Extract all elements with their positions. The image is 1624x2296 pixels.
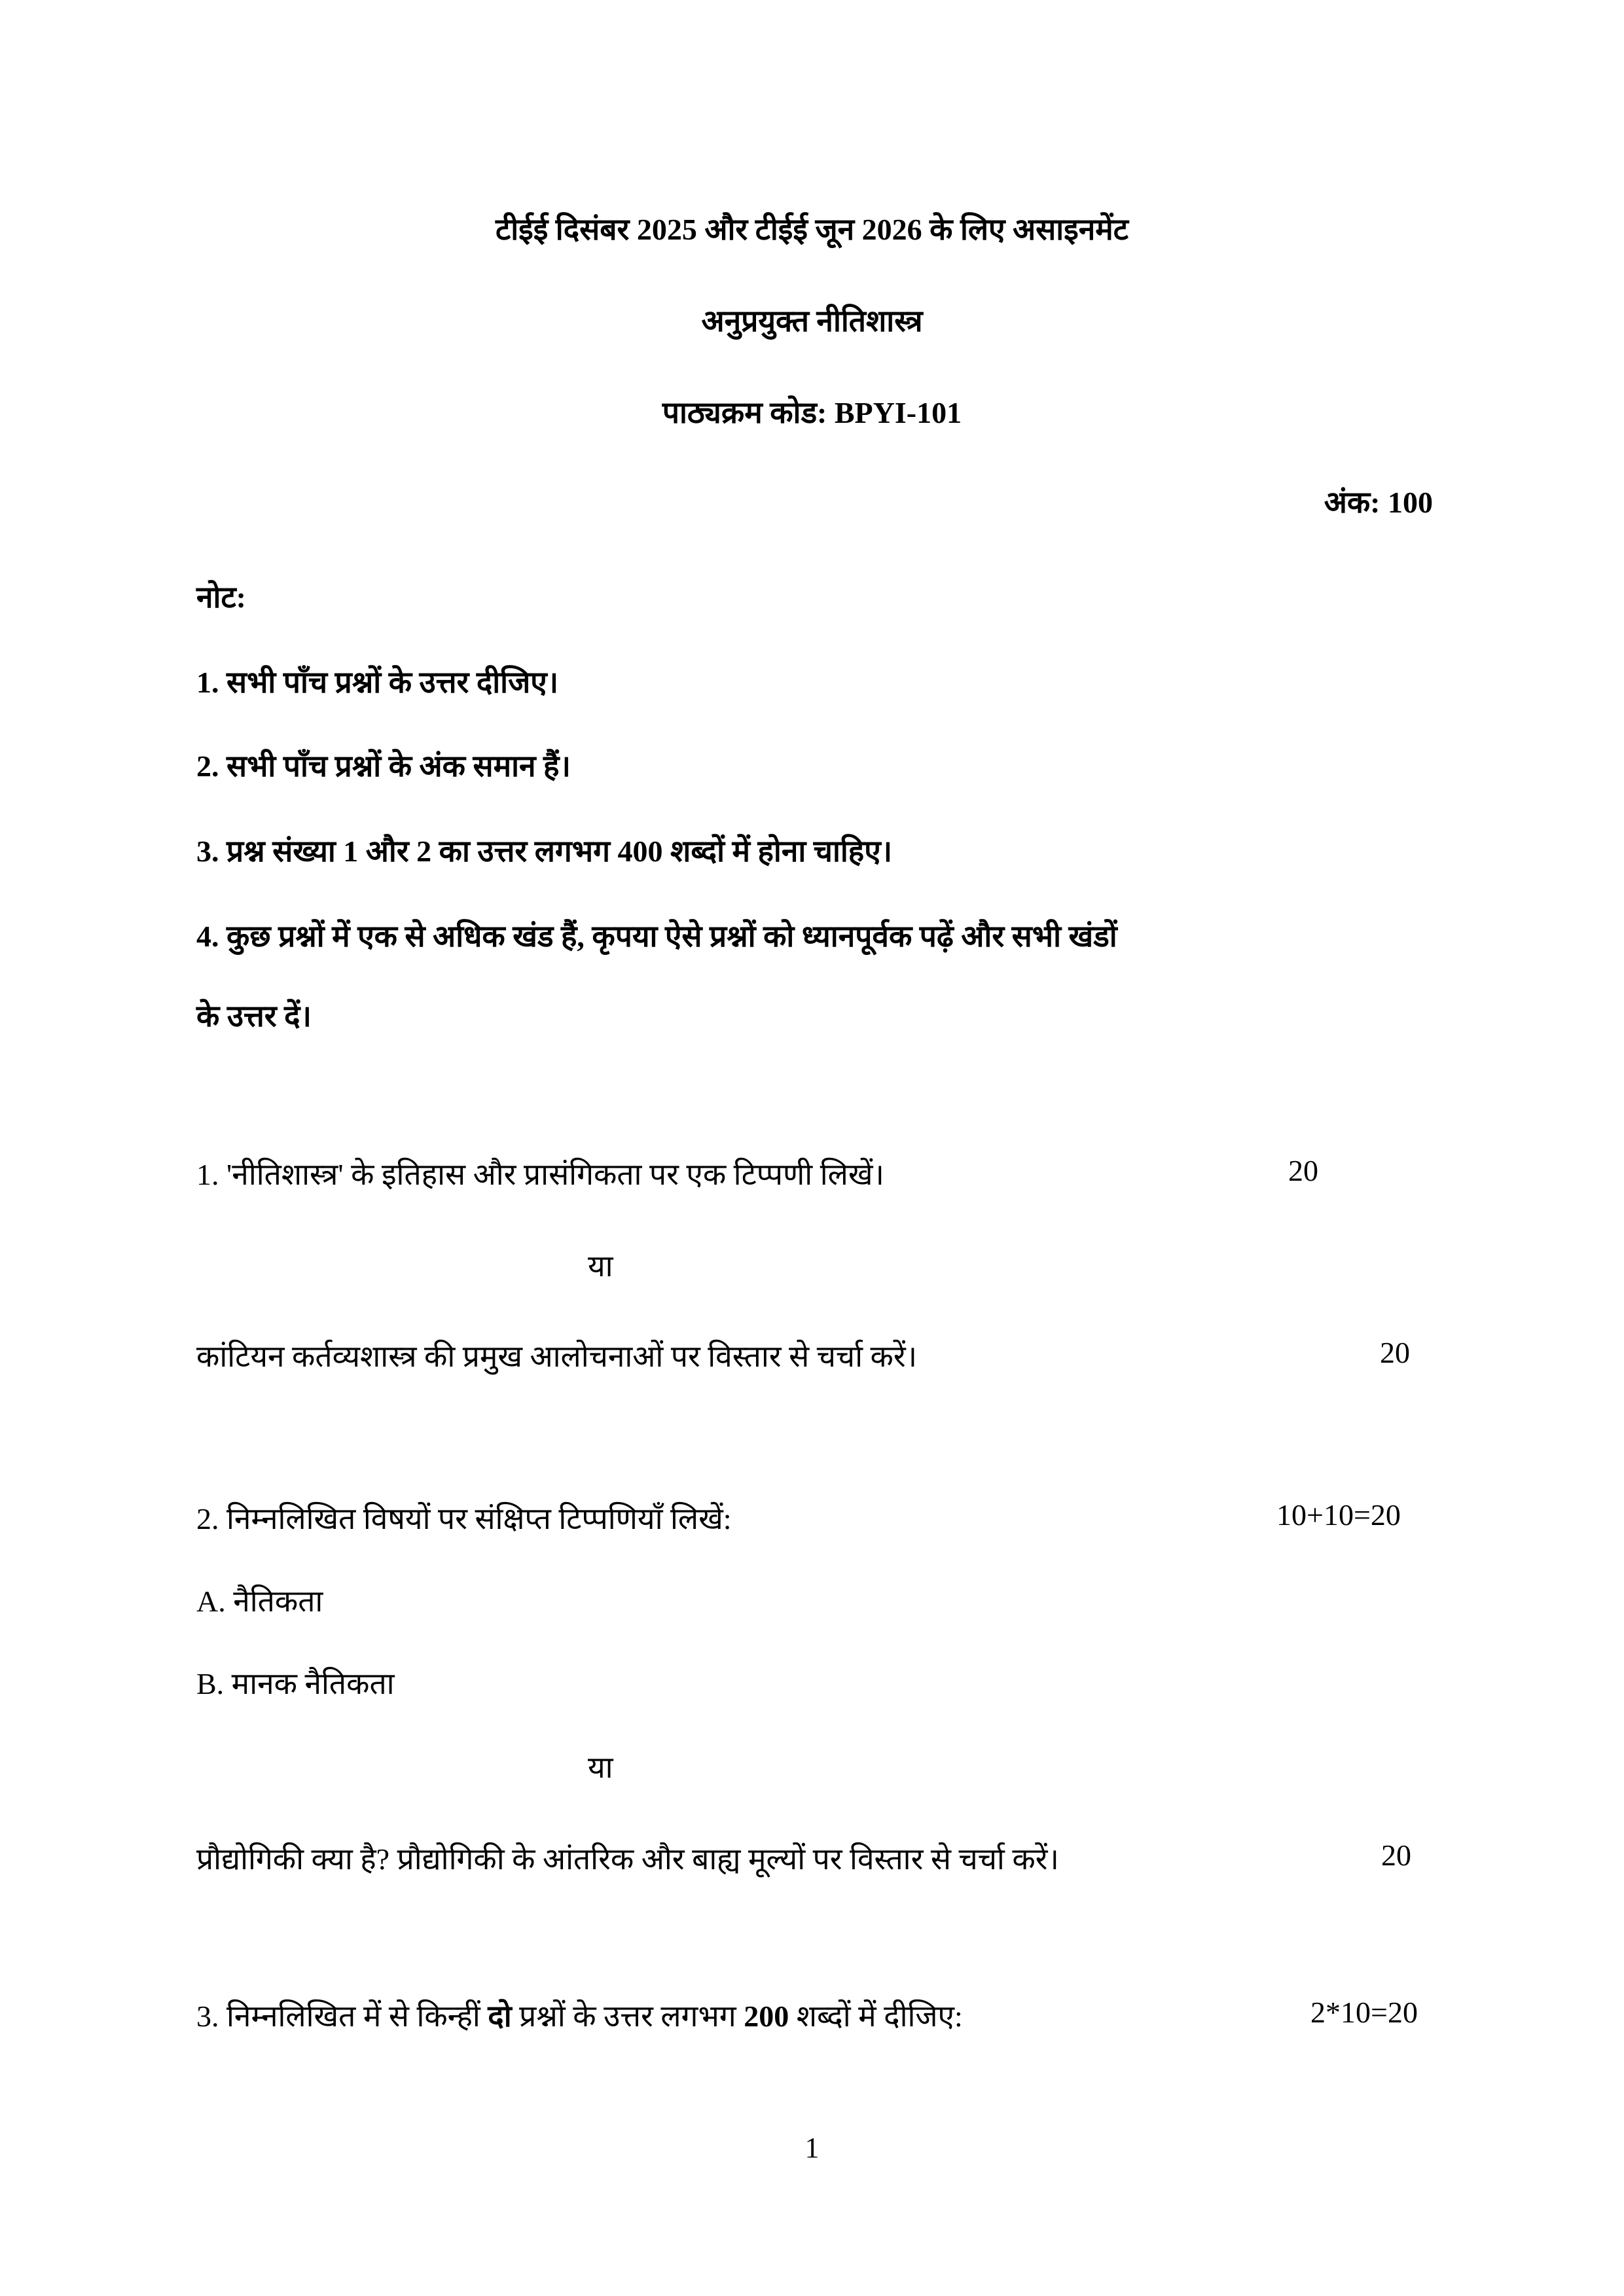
question-3-prefix: 3. निम्नलिखित में से किन्हीं — [196, 2000, 488, 2033]
course-code-label: पाठ्यक्रम कोड: — [662, 396, 827, 429]
question-2-part-a: A. नैतिकता — [196, 1585, 323, 1618]
or-separator: या — [588, 1751, 613, 1784]
note-item: 2. सभी पाँच प्रश्नों के अंक समान हैं। — [196, 749, 571, 783]
or-separator: या — [588, 1249, 613, 1283]
marks-label: अंक: — [1324, 486, 1380, 519]
page-number: 1 — [804, 2132, 820, 2164]
marks-value: 100 — [1388, 486, 1433, 519]
note-item: 1. सभी पाँच प्रश्नों के उत्तर दीजिए। — [196, 666, 559, 699]
question-1-alt-text: कांटियन कर्तव्यशास्त्र की प्रमुख आलोचनाओं पर विस्तार से चर्चा करें। — [196, 1340, 918, 1373]
question-3-count: दो — [488, 2000, 512, 2033]
question-3-marks: 2*10=20 — [1310, 1996, 1418, 2029]
note-item: 3. प्रश्न संख्या 1 और 2 का उत्तर लगभग 400 शब्दों में होना चाहिए। — [196, 834, 893, 868]
course-code: BPYI-101 — [834, 396, 962, 429]
question-1-alt-marks: 20 — [1380, 1336, 1410, 1369]
question-2-part-b: B. मानक नैतिकता — [196, 1667, 395, 1700]
question-2-alt-marks: 20 — [1381, 1839, 1411, 1872]
assignment-title: टीईई दिसंबर 2025 और टीईई जून 2026 के लिए असाइनमेंट — [496, 213, 1128, 246]
question-3-text — [196, 1995, 963, 2036]
question-3-suffix: शब्दों में दीजिए: — [789, 2000, 963, 2033]
total-marks — [1324, 481, 1433, 522]
question-1-marks: 20 — [1288, 1154, 1318, 1187]
question-2-marks: 10+10=20 — [1276, 1498, 1401, 1532]
question-3-mid: प्रश्नों के उत्तर लगभग — [511, 2000, 744, 2033]
notes-heading: नोट: — [196, 581, 246, 614]
question-2-text: 2. निम्नलिखित विषयों पर संक्षिप्त टिप्पणियाँ लिखें: — [196, 1502, 732, 1535]
subject-title: अनुप्रयुक्त नीतिशास्त्र — [701, 304, 923, 338]
question-2-alt-text: प्रौद्योगिकी क्या है? प्रौद्योगिकी के आंतरिक और बाह्य मूल्यों पर विस्तार से चर्चा करें। — [196, 1842, 1059, 1876]
course-code-line — [0, 391, 1624, 432]
note-item: 4. कुछ प्रश्नों में एक से अधिक खंड हैं, कृपया ऐसे प्रश्नों को ध्यानपूर्वक पढ़ें और सभी खंडों — [196, 920, 1117, 953]
question-1-text: 1. 'नीतिशास्त्र' के इतिहास और प्रासंगिकता पर एक टिप्पणी लिखें। — [196, 1158, 884, 1191]
question-3-word-count: 200 — [744, 2000, 789, 2033]
note-item: के उत्तर दें। — [196, 999, 312, 1033]
